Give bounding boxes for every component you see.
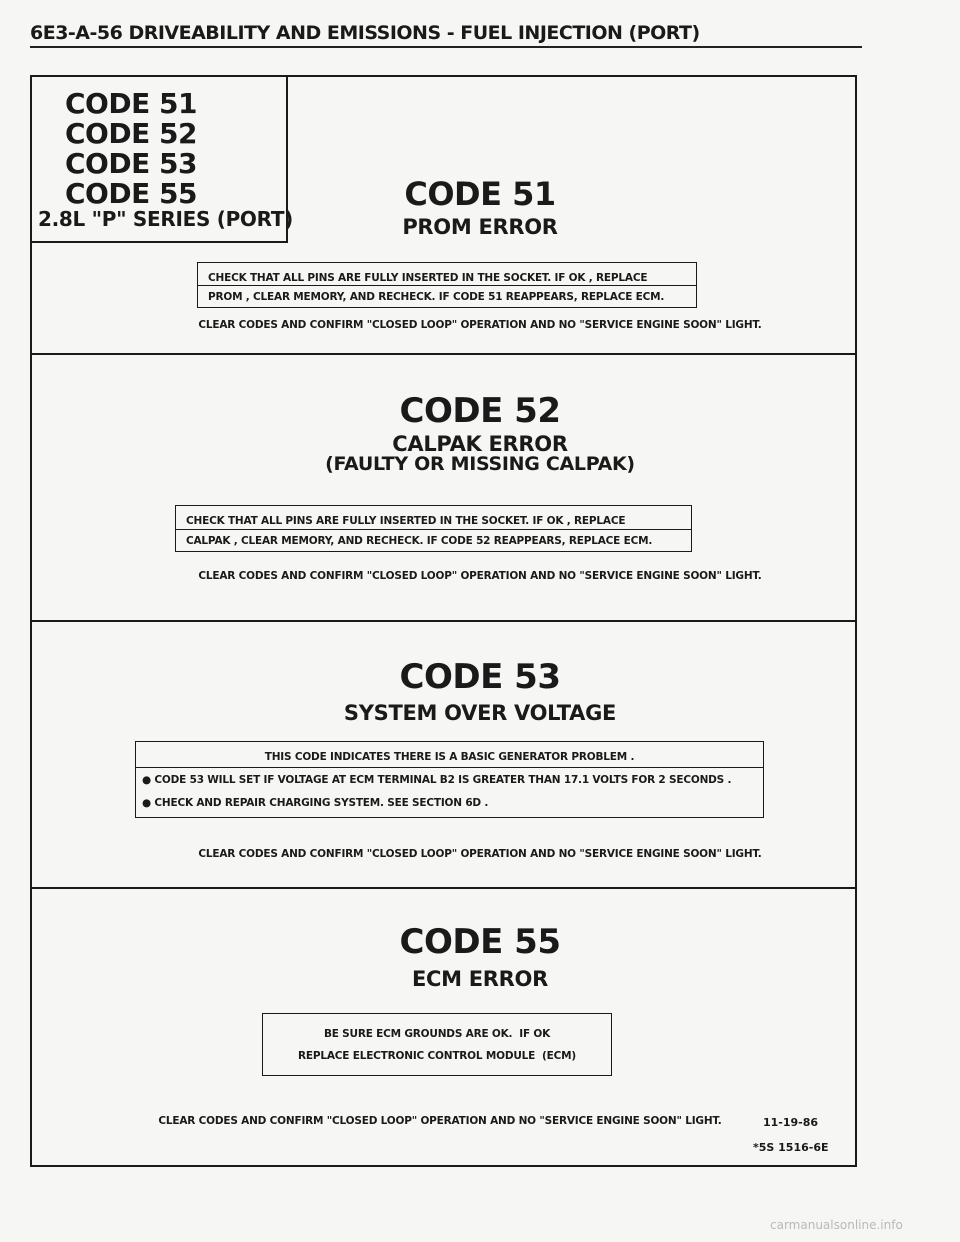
section-divider-1 [30, 353, 857, 355]
code-55-subtitle: ECM ERROR [412, 967, 548, 991]
code-52-clear-instruction: CLEAR CODES AND CONFIRM "CLOSED LOOP" OPERATION AND NO "SERVICE ENGINE SOON" LIGHT. [198, 570, 762, 582]
code-55-clear-instruction: CLEAR CODES AND CONFIRM "CLOSED LOOP" OPERATION AND NO "SERVICE ENGINE SOON" LIGHT. [158, 1115, 722, 1127]
title-code-55: CODE 55 [65, 177, 197, 210]
site-watermark: carmanualsonline.info [770, 1218, 903, 1232]
code-52-subtitle: CALPAK ERROR [392, 432, 568, 456]
instruction-line: ● CODE 53 WILL SET IF VOLTAGE AT ECM TERMINAL B2 IS GREATER THAN 17.1 VOLTS FOR 2 SECONDS . [142, 774, 732, 786]
footer-reference: *5S 1516-6E [753, 1141, 829, 1154]
instruction-row-divider [136, 767, 763, 768]
code-52-instruction-box [175, 505, 692, 552]
instruction-line: CHECK THAT ALL PINS ARE FULLY INSERTED IN THE SOCKET. IF OK , REPLACE [208, 272, 648, 284]
section-divider-2 [30, 620, 857, 622]
code-51-instruction-box [197, 262, 697, 308]
instruction-line: PROM , CLEAR MEMORY, AND RECHECK. IF CODE 51 REAPPEARS, REPLACE ECM. [208, 291, 665, 303]
instruction-line: CHECK THAT ALL PINS ARE FULLY INSERTED IN THE SOCKET. IF OK , REPLACE [186, 515, 626, 527]
section-divider-3 [30, 887, 857, 889]
header-rule [30, 46, 862, 48]
instruction-row-divider [198, 285, 696, 286]
title-code-53: CODE 53 [65, 147, 197, 180]
title-code-51: CODE 51 [65, 87, 197, 120]
code-52-heading: CODE 52 [399, 391, 561, 431]
footer-date: 11-19-86 [763, 1116, 819, 1129]
code-51-heading: CODE 51 [404, 175, 556, 213]
instruction-line: BE SURE ECM GROUNDS ARE OK. IF OK [323, 1028, 551, 1040]
code-52-subtitle-detail: (FAULTY OR MISSING CALPAK) [325, 453, 635, 475]
code-53-instruction-box [135, 741, 764, 818]
page-header: 6E3-A-56 DRIVEABILITY AND EMISSIONS - FUEL INJECTION (PORT) [30, 22, 700, 44]
engine-series-label: 2.8L "P" SERIES (PORT) [38, 207, 294, 231]
instruction-line: CALPAK , CLEAR MEMORY, AND RECHECK. IF CODE 52 REAPPEARS, REPLACE ECM. [186, 535, 653, 547]
code-55-heading: CODE 55 [399, 922, 561, 962]
code-51-clear-instruction: CLEAR CODES AND CONFIRM "CLOSED LOOP" OPERATION AND NO "SERVICE ENGINE SOON" LIGHT. [198, 319, 762, 331]
instruction-line: THIS CODE INDICATES THERE IS A BASIC GENERATOR PROBLEM . [264, 751, 635, 763]
instruction-line: ● CHECK AND REPAIR CHARGING SYSTEM. SEE SECTION 6D . [142, 797, 489, 809]
instruction-row-divider [176, 529, 691, 530]
code-53-subtitle: SYSTEM OVER VOLTAGE [343, 701, 617, 725]
code-51-subtitle: PROM ERROR [402, 215, 558, 239]
instruction-line: REPLACE ELECTRONIC CONTROL MODULE (ECM) [298, 1050, 576, 1062]
code-53-heading: CODE 53 [399, 657, 561, 697]
title-code-52: CODE 52 [65, 117, 197, 150]
code-53-clear-instruction: CLEAR CODES AND CONFIRM "CLOSED LOOP" OPERATION AND NO "SERVICE ENGINE SOON" LIGHT. [198, 848, 762, 860]
code-55-instruction-box [262, 1013, 612, 1076]
